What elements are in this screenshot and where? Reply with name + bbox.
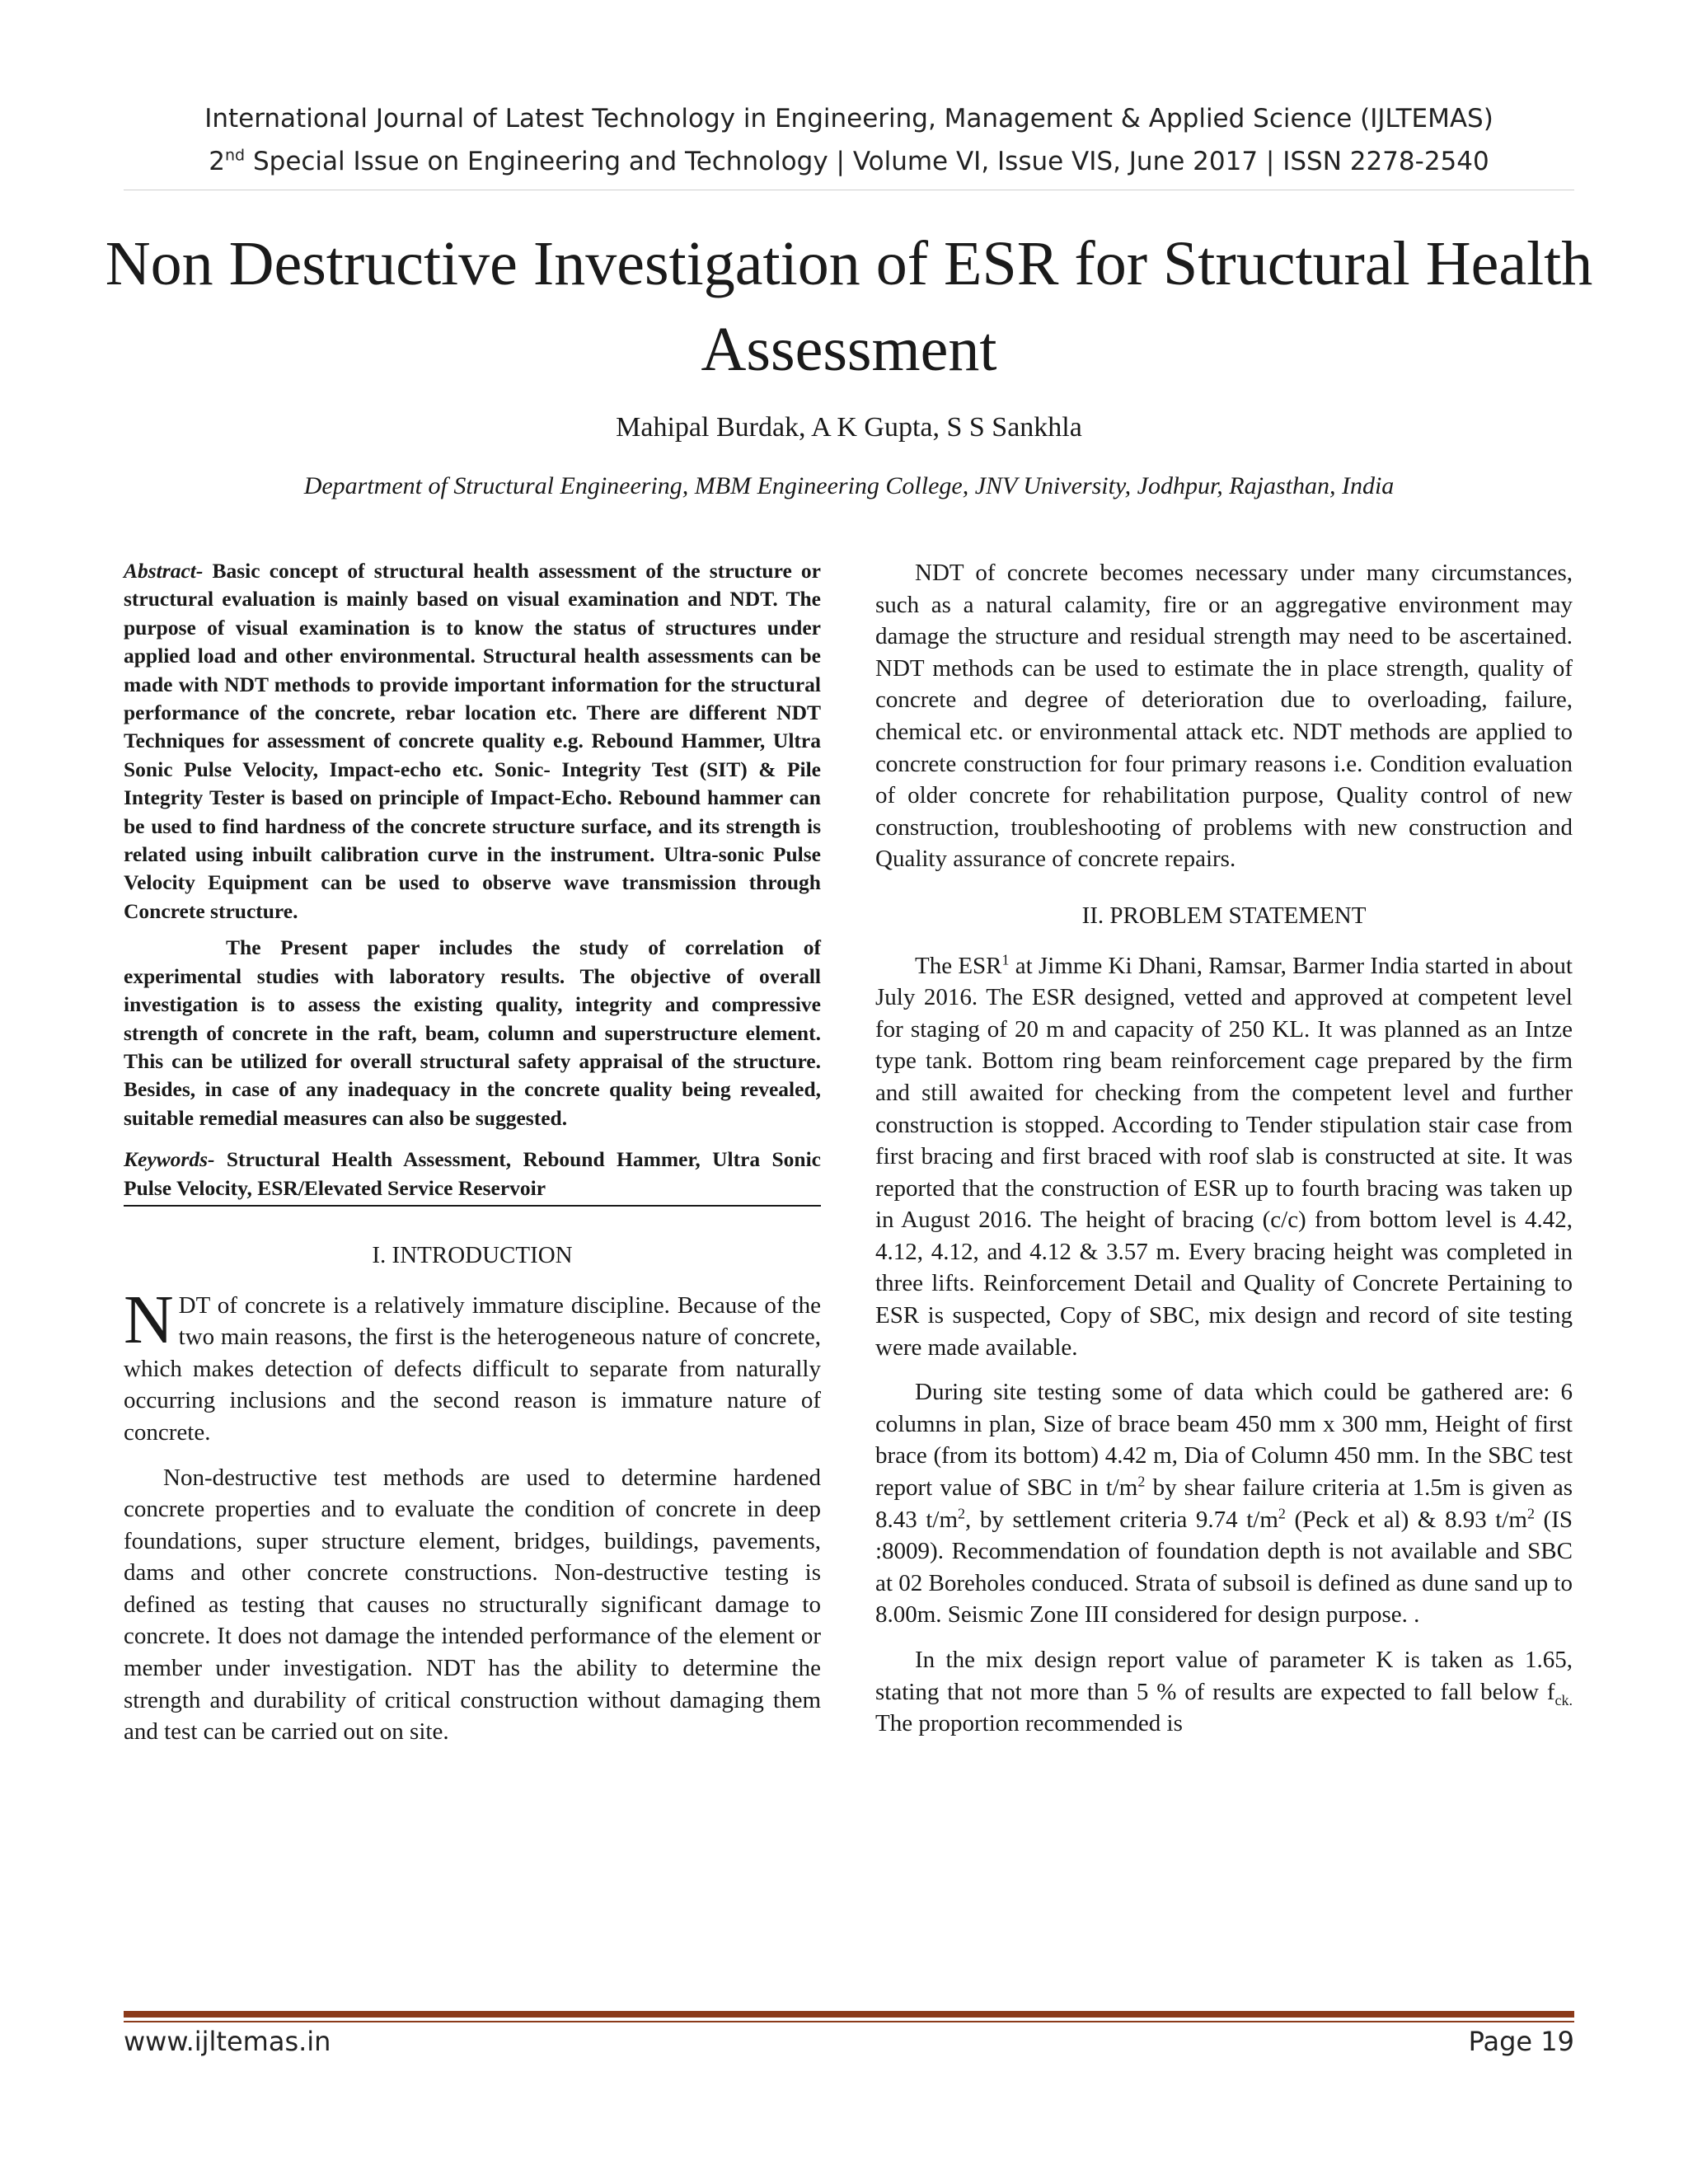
journal-header	[124, 97, 1574, 183]
left-column	[124, 557, 821, 1748]
problem-paragraph-3: In the mix design report value of parameter K is taken as 1.65, stating that not more than 5 % of results are expected to fall below $f_{ck.}$ The proportion recommended is	[875, 1647, 1573, 1737]
problem-paragraph-1: The ESR$^1$ at Jimme Ki Dhani, Ramsar, Barmer India started in about July 2016. The ESR designed, vetted and approved at competent level for staging of 20 m and capacity of 250 KL. It was planned as an Intze type tank. Bottom ring beam reinforcement cage prepared by the firm and still awaited for checking from the competent level and further construction is stopped. According to Tender stipulation stair case from first bracing and first braced with roof slab is constructed at site. It was reported that the construction of ESR up to fourth bracing was taken up in August 2016. The height of bracing (c/c) from bottom level is 4.42, 4.12, 4.12, and 4.12 & 3.57 m. Every bracing height was completed in three lifts. Reinforcement Detail and Quality of Concrete Pertaining to ESR is suspected, Copy of SBC, mix design and record of site testing were made available.	[875, 950, 1573, 1361]
keywords	[124, 1146, 821, 1207]
intro-paragraph-3: NDT of concrete becomes necessary under many circumstances, such as a natural calamity, fire or an aggregative environment may damage the structure and residual strength may need to be ascertained. NDT methods can be used to estimate the in place strength, quality of concrete and degree of deterioration due to overloading, failure, chemical etc. or environmental attack etc. NDT methods are applied to concrete construction for four primary reasons i.e. Condition evaluation of older concrete for rehabilitation purpose, Quality control of new construction, troubleshooting of problems with new construction and Quality assurance of concrete repairs.	[875, 560, 1573, 873]
keywords-text: Structural Health Assessment, Rebound Hammer, Ultra Sonic Pulse Velocity, ESR/Elevated Service Reservoir	[124, 1147, 821, 1200]
keywords-label: Keywords-	[124, 1147, 215, 1172]
abstract-text: Basic concept of structural health assessment of the structure or structural evaluation is mainly based on visual examination and NDT. The purpose of visual examination is to know the status of structures under applied load and other environmental. Structural health assessments can be made with NDT methods to provide important information for the structural performance of the concrete, rebar location etc. There are different NDT Techniques for assessment of concrete quality e.g. Rebound Hammer, Ultra Sonic Pulse Velocity, Impact-echo etc. Sonic- Integrity Test (SIT) & Pile Integrity Tester is based on principle of Impact-Echo. Rebound hammer can be used to find hardness of the concrete structure surface, and its strength is related using inbuilt calibration curve in the instrument. Ultra-sonic Pulse Velocity Equipment can be used to observe wave transmission through Concrete structure.	[124, 559, 821, 923]
right-column	[875, 557, 1573, 1740]
drop-cap: N	[124, 1281, 174, 1358]
section-heading-problem-statement: II. PROBLEM STATEMENT	[1081, 902, 1367, 929]
affiliation: Department of Structural Engineering, MBM Engineering College, JNV University, Jodhpur, Rajasthan, India	[303, 472, 1395, 499]
abstract-label: Abstract-	[124, 559, 204, 583]
intro-paragraph-1: NDT of concrete is a relatively immature discipline. Because of the two main reasons, the first is the heterogeneous nature of concrete, which makes detection of defects difficult to separate from naturally occurring inclusions and the second reason is immature nature of concrete.	[124, 1281, 821, 1446]
footer-divider-thin	[124, 2021, 1574, 2022]
authors: Mahipal Burdak, A K Gupta, S S Sankhla	[616, 412, 1082, 443]
section-heading-introduction: I. INTRODUCTION	[372, 1241, 573, 1268]
issue-line: 2nd Special Issue on Engineering and Technology | Volume VI, Issue VIS, June 2017 | ISSN 2278-2540	[209, 146, 1489, 176]
intro-paragraph-2: Non-destructive test methods are used to determine hardened concrete properties and to evaluate the condition of concrete in deep foundations, super structure element, bridges, buildings, pavements, dams and other concrete constructions. Non-destructive testing is defined as testing that causes no structurally significant damage to concrete. It does not damage the intended performance of the element or member under investigation. NDT has the ability to determine the strength and durability of critical construction without damaging them and test can be carried out on site.	[124, 1464, 821, 1746]
abstract-paragraph-2: The Present paper includes the study of correlation of experimental studies with laboratory results. The objective of overall investigation is to assess the existing quality, integrity and compressive strength of concrete in the raft, beam, column and superstructure element. This can be utilized for overall structural safety appraisal of the structure. Besides, in case of any inadequacy in the concrete quality being revealed, suitable remedial measures can also be suggested.	[124, 935, 821, 1130]
footer-divider-thick	[124, 2011, 1574, 2018]
problem-paragraph-2: During site testing some of data which could be gathered are: 6 columns in plan, Size of brace beam 450 mm x 300 mm, Height of first brace (from its bottom) 4.42 m, Dia of Column 450 mm. In the SBC test report value of SBC in $t/m^2$ by shear failure criteria at 1.5m is given as 8.43 $t/m^2$, by settlement criteria 9.74 $t/m^2$ (Peck et al) & 8.93 $t/m^2$ (IS :8009). Recommendation of foundation depth is not available and SBC at 02 Boreholes conduced. Strata of subsoil is defined as dune sand up to 8.00m. Seismic Zone III considered for design purpose. .	[875, 1379, 1573, 1629]
page-number: Page 19	[1468, 2026, 1574, 2057]
paper-title: Non Destructive Investigation of ESR for Structural Health Assessment	[105, 229, 1593, 384]
journal-name: International Journal of Latest Technology in Engineering, Management & Applied Science (IJLTEMAS)	[204, 104, 1493, 134]
footer-website-link[interactable]: www.ijltemas.in	[124, 2026, 331, 2057]
abstract	[124, 557, 821, 926]
